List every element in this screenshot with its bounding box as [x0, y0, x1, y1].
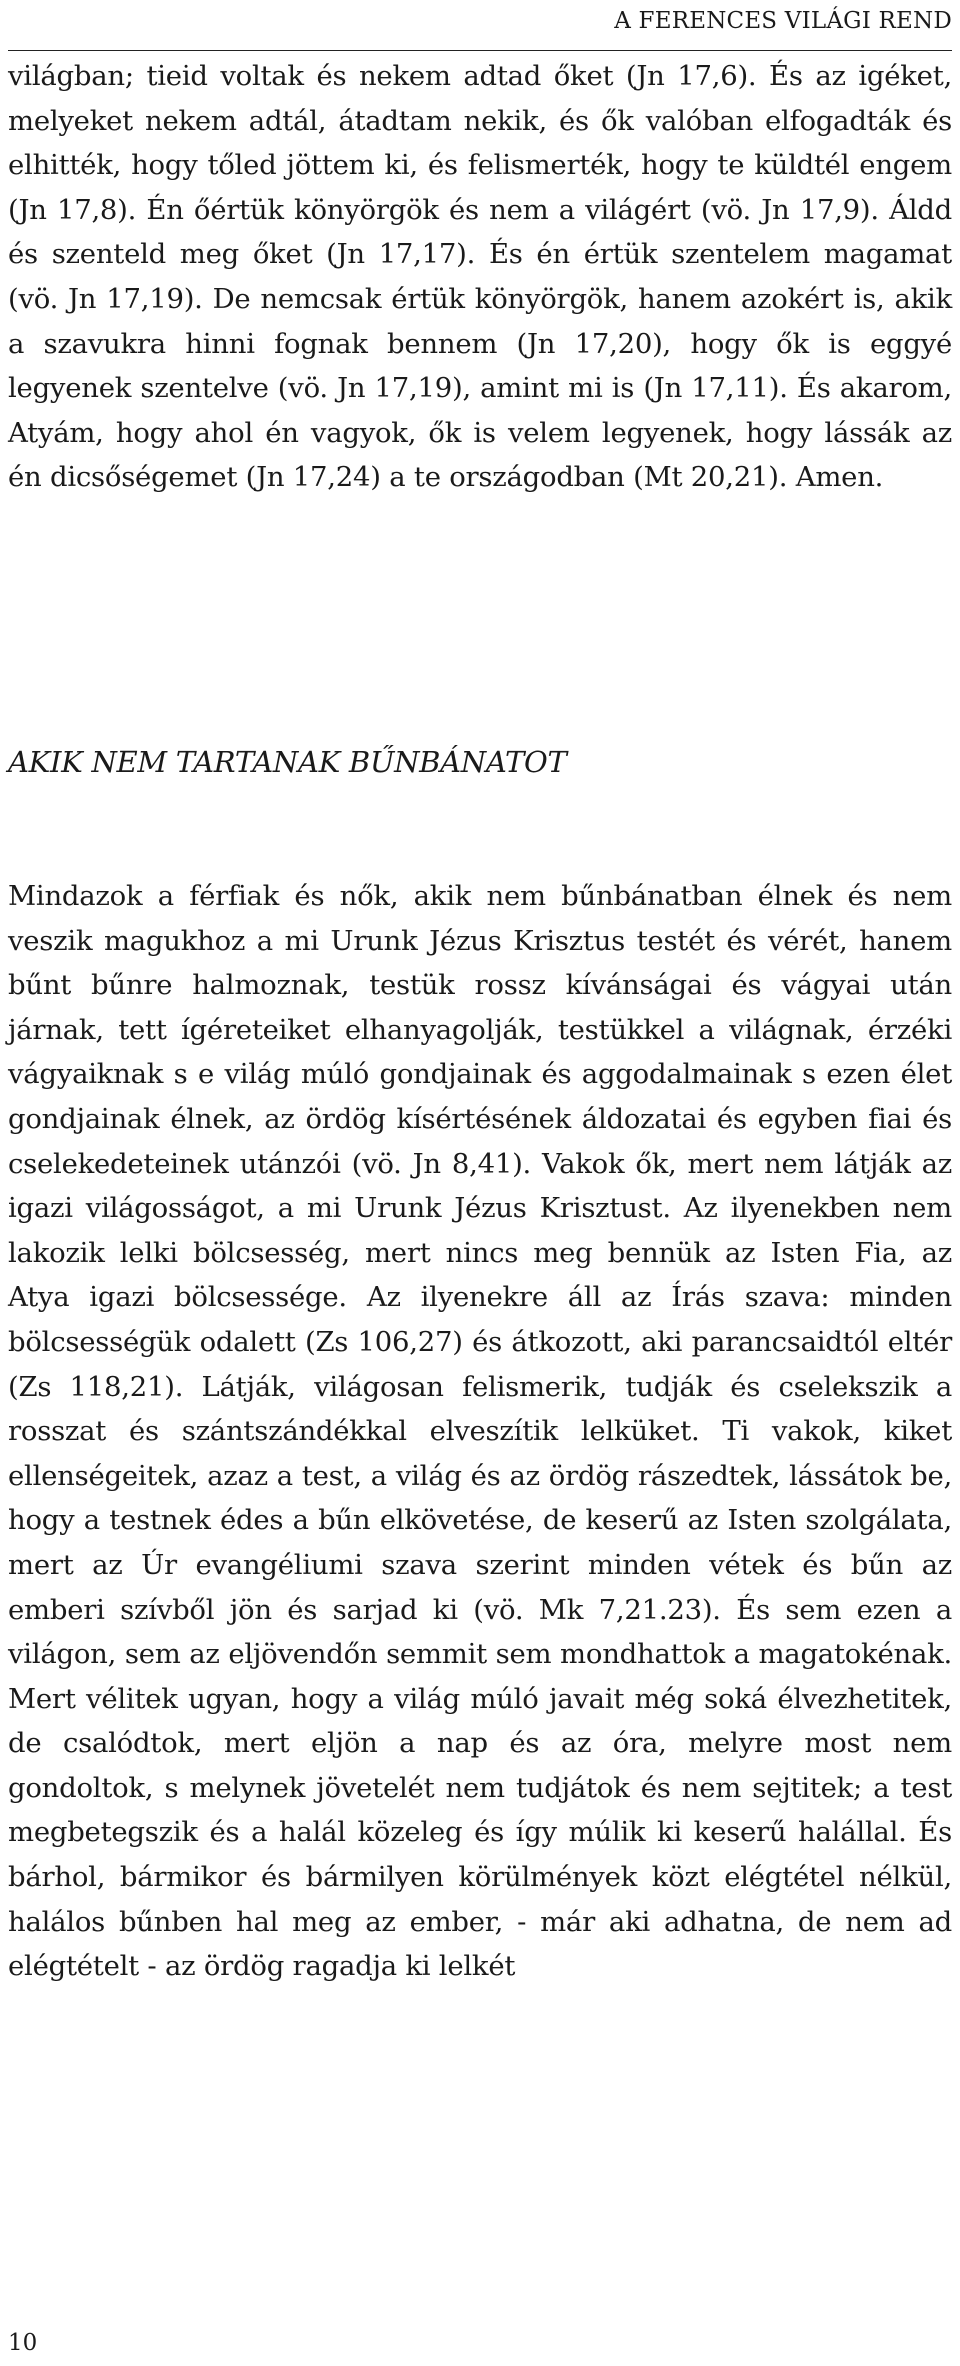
section-heading: AKIK NEM TARTANAK BŰNBÁNATOT: [8, 745, 567, 779]
running-header: A FERENCES VILÁGI REND: [614, 8, 952, 34]
body-paragraph: világban; tieid voltak és nekem adtad őket (Jn 17,6). És az igéket, melyeket nekem adtál, átadtam nekik, és ők valóban elfogadták és elhitték, hogy tőled jöttem ki, és felismerték, hogy te küldtél engem (Jn 17,8). Én őértük könyörgök és nem a világért (vö. Jn 17,9). Áldd és szenteld meg őket (Jn 17,17). És én értük szentelem magamat (vö. Jn 17,19). De nemcsak értük könyörgök, hanem azokért is, akik a szavukra hinni fognak bennem (Jn 17,20), hogy ők is eggyé legyenek szentelve (vö. Jn 17,19), amint mi is (Jn 17,11). És akarom, Atyám, hogy ahol én vagyok, ők is velem legyenek, hogy lássák az én dicsőségemet (Jn 17,24) a te országodban (Mt 20,21). Amen.: [8, 60, 952, 494]
page-number: 10: [8, 2330, 38, 2356]
header-rule: [8, 50, 952, 51]
body-paragraph: Mindazok a férfiak és nők, akik nem bűnbánatban élnek és nem veszik magukhoz a mi Urunk Jézus Krisztus testét és vérét, hanem bűnt bűnre halmoznak, testük rossz kívánságai és vágyai után járnak, tett ígéreteiket elhanyagolják, testükkel a világnak, érzéki vágyaiknak s e világ múló gondjainak és aggodalmainak s ezen élet gondjainak élnek, az ördög kísértésének áldozatai és egyben fiai és cselekedeteinek utánzói (vö. Jn 8,41). Vakok ők, mert nem látják az igazi világosságot, a mi Urunk Jézus Krisztust. Az ilyenekben nem lakozik lelki bölcsesség, mert nincs meg bennük az Isten Fia, az Atya igazi bölcsessége. Az ilyenekre áll az Írás szava: minden bölcsességük odalett (Zs 106,27) és átkozott, aki parancsaidtól eltér (Zs 118,21). Látják, világosan felismerik, tudják és cselekszik a rosszat és szántszándékkal elveszítik lelküket. Ti vakok, kiket ellenségeitek, azaz a test, a világ és az ördög rászedtek, lássátok be, hogy a testnek édes a bűn elkövetése, de keserű az Isten szolgálata, mert az Úr evangéliumi szava szerint minden vétek és bűn az emberi szívből jön és sarjad ki (vö. Mk 7,21.23). És sem ezen a világon, sem az eljövendőn semmit sem mondhattok a magatokénak. Mert vélitek ugyan, hogy a világ múló javait még soká élvezhetitek, de csalódtok, mert eljön a nap és az óra, melyre most nem gondoltok, s melynek jövetelét nem tudjátok és nem sejtitek; a test megbetegszik és a halál közeleg és így múlik ki keserű halállal. És bárhol, bármikor és bármilyen körülmények közt elégtétel nélkül, halálos bűnben hal meg az ember, - már aki adhatna, de nem ad elégtételt - az ördög ragadja ki lelkét: [8, 880, 952, 1983]
